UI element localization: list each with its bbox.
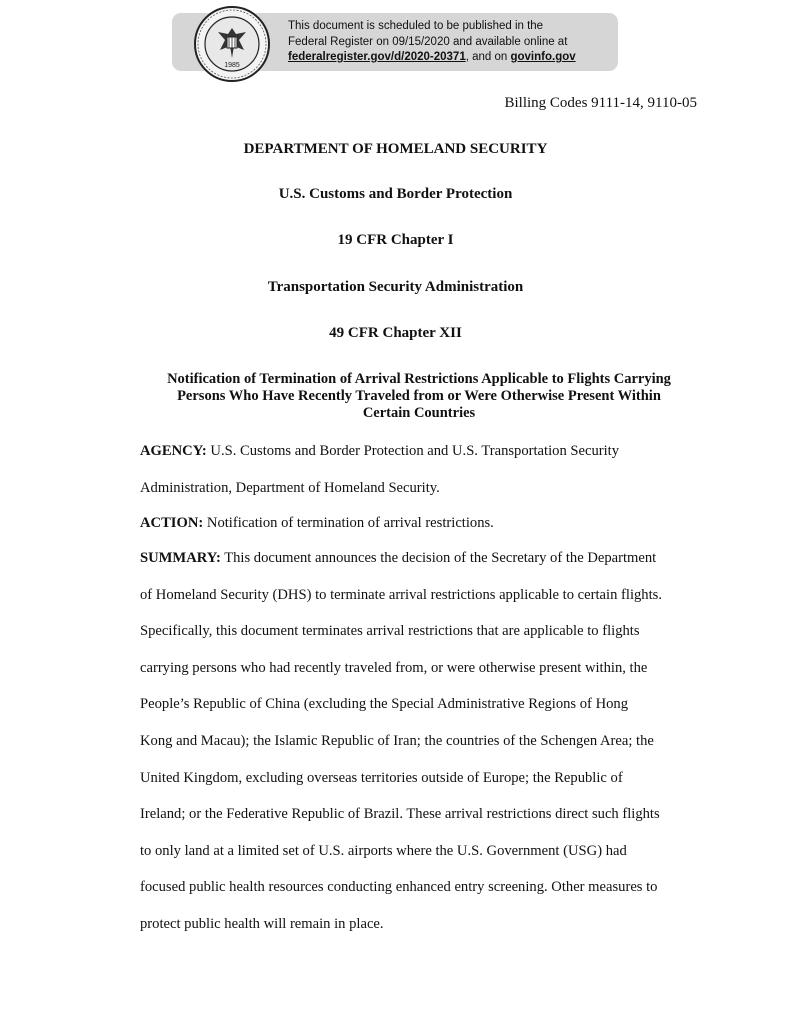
banner-line-1: This document is scheduled to be published in the (288, 20, 544, 32)
summary-line-2: of Homeland Security (DHS) to terminate arrival restrictions applicable to certain flights. (140, 586, 662, 603)
seal-year: 1985 (224, 62, 240, 69)
heading-49-cfr: 49 CFR Chapter XII (329, 325, 462, 341)
summary-line-4: carrying persons who had recently traveled from, or were otherwise present within, the (140, 659, 648, 676)
summary-label: SUMMARY: (140, 550, 221, 566)
title-line-2: Persons Who Have Recently Traveled from or Were Otherwise Present Within (177, 388, 661, 404)
summary-line-1: This document announces the decision of the Secretary of the Department (220, 550, 657, 566)
banner-line-3 (288, 50, 613, 66)
summary-line-5: People’s Republic of China (excluding the Special Administrative Regions of Hong (140, 696, 628, 713)
national-archives-seal-icon (192, 4, 272, 84)
title-line-3: Certain Countries (362, 405, 476, 421)
federal-register-link[interactable]: federalregister.gov/d/2020-20371 (288, 51, 466, 63)
banner-mid-text: , and on (465, 51, 511, 63)
summary-line-3: Specifically, this document terminates arrival restrictions that are applicable to flights (140, 623, 640, 640)
summary-line-9: to only land at a limited set of U.S. airports where the U.S. Government (USG) had (140, 842, 627, 859)
summary-line-6: Kong and Macau); the Islamic Republic of Iran; the countries of the Schengen Area; the (140, 732, 654, 749)
summary-line-11: protect public health will remain in place. (140, 915, 384, 932)
heading-department: DEPARTMENT OF HOMELAND SECURITY (243, 141, 548, 157)
summary-line-7: United Kingdom, excluding overseas territories outside of Europe; the Republic of (140, 769, 623, 786)
agency-section (140, 433, 700, 506)
agency-line-1: U.S. Customs and Border Protection and U.S. Transportation Security (206, 443, 620, 459)
action-text: Notification of termination of arrival restrictions. (203, 515, 494, 531)
summary-line-8: Ireland; or the Federative Republic of Brazil. These arrival restrictions direct such flights (140, 806, 660, 823)
document-title (140, 371, 698, 422)
action-section (140, 505, 700, 542)
heading-tsa: Transportation Security Administration (267, 279, 524, 295)
summary-line-10: focused public health resources conducting enhanced entry screening. Other measures to (140, 879, 658, 896)
banner-line-2: Federal Register on 09/15/2020 and available online at (288, 35, 568, 48)
govinfo-link[interactable]: govinfo.gov (510, 51, 576, 63)
banner-text (288, 19, 613, 66)
summary-section (140, 540, 700, 943)
heading-19-cfr: 19 CFR Chapter I (337, 232, 454, 248)
heading-cbp: U.S. Customs and Border Protection (278, 186, 513, 202)
title-line-1: Notification of Termination of Arrival Restrictions Applicable to Flights Carrying (167, 371, 671, 387)
agency-line-2: Administration, Department of Homeland Security. (140, 479, 440, 496)
agency-label: AGENCY: (140, 443, 207, 459)
billing-codes: Billing Codes 9111-14, 9110-05 (504, 95, 697, 111)
action-label: ACTION: (140, 515, 204, 531)
